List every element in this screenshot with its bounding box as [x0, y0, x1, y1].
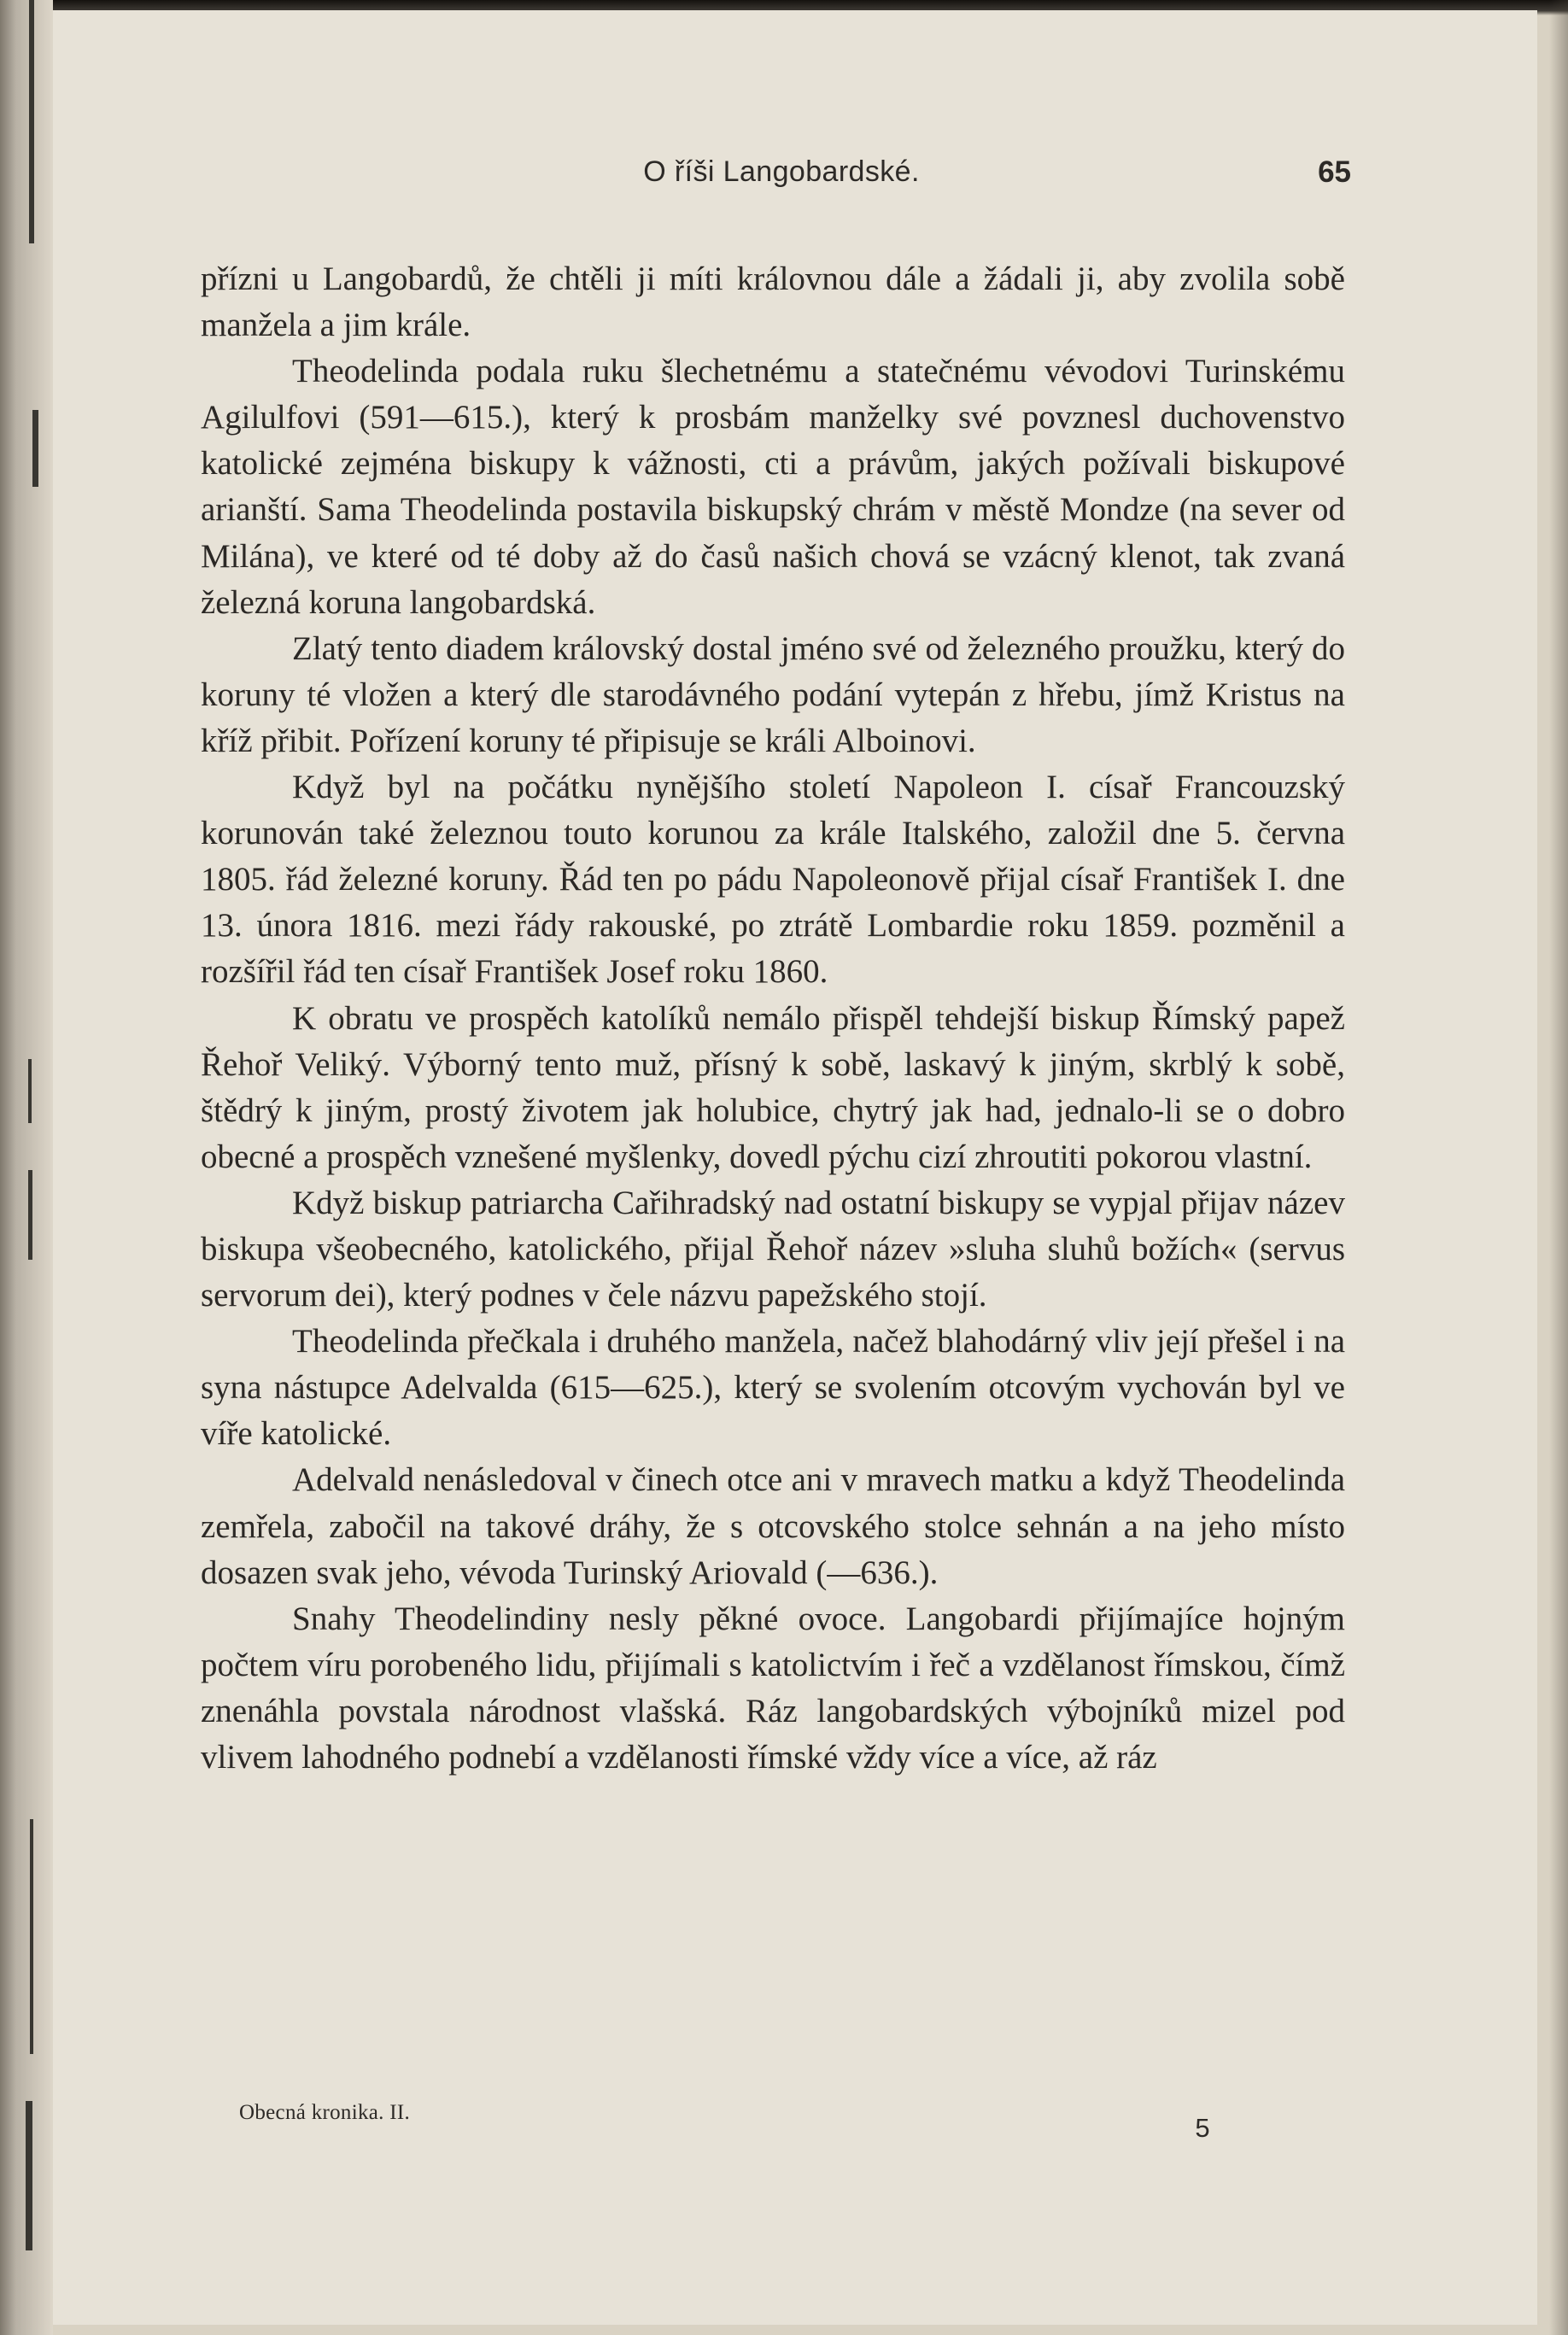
paragraph-continuation: přízni u Langobardů, že chtěli ji míti královnou dále a žádali ji, aby zvolila sobě manžela a jim krále. — [201, 260, 1345, 344]
running-title: O říši Langobardské. — [643, 155, 920, 188]
paragraph-langobard-culture: Snahy Theodelindiny nesly pěkné ovoce. Langobardi přijímajíce hojným počtem víru porobeného lidu, přijímali s katolictvím i řeč a vzdělanost římskou, čímž znenáhla povstala národnost vlašská. Ráz langobardských výbojníků mizel pod vlivem lahodného podnebí a vzdělanosti římské vždy více a více, až ráz — [201, 1600, 1345, 1776]
paragraph-adelvald-deposed: Adelvald nenásledoval v činech otce ani v mravech matku a když Theodelinda zemřela, zabočil na takové dráhy, že s otcovského stolce sehnán a na jeho místo dosazen svak jeho, vévoda Turinský Ariovald (—636.). — [201, 1461, 1345, 1591]
gutter-mark — [30, 1819, 33, 2054]
gutter-mark — [28, 1170, 32, 1260]
gutter-mark — [32, 410, 38, 487]
paragraph-patriarch-title: Když biskup patriarcha Cařihradský nad ostatní biskupy se vypjal přijav název biskupa všeobecného, katolického, přijal Řehoř název »sluha sluhů božích« (servus servorum dei), který podnes v čele názvu papežského stojí. — [201, 1184, 1345, 1314]
page-number: 65 — [1318, 155, 1351, 189]
paragraph-pope-gregory: K obratu ve prospěch katolíků nemálo přispěl tehdejší biskup Římský papež Řehoř Veliký. Výborný tento muž, přísný k sobě, laskavý k jiným, skrblý k sobě, štědrý k jiným, prostý životem jak holubice, chytrý jak had, jednalo-li se o dobro obecné a prospěch vznešené myšlenky, dovedl pýchu cizí zhroutiti pokorou vlastní. — [201, 999, 1345, 1175]
binding-gutter — [0, 0, 53, 2335]
sheet-number: 5 — [1195, 2113, 1210, 2143]
book-page — [53, 10, 1537, 2325]
page-footer — [53, 2101, 1537, 2144]
printer-signature: Obecná kronika. II. — [239, 2101, 411, 2124]
page-edge-shadow — [1549, 0, 1568, 2335]
gutter-mark — [26, 2101, 32, 2250]
paragraph-napoleon-order: Když byl na počátku nynějšího století Napoleon I. císař Francouzský korunován také železnou touto korunou za krále Italského, založil dne 5. června 1805. řád železné koruny. Řád ten po pádu Napoleonově přijal císař František I. dne 13. února 1816. mezi řády rakouské, po ztrátě Lombardie roku 1859. pozměnil a rozšířil řád ten císař František Josef roku 1860. — [201, 769, 1345, 991]
paragraph-adelvald-education: Theodelinda přečkala i druhého manžela, načež blahodárný vliv její přešel i na syna nástupce Adelvalda (615—625.), který se svolením otcovým vychován byl ve víře katolické. — [201, 1323, 1345, 1453]
gutter-mark — [29, 0, 34, 243]
paragraph-golden-diadem: Zlatý tento diadem královský dostal jméno své od železného proužku, který do koruny té vložen a který dle starodávného podání vytepán z hřebu, jímž Kristus na kříž přibit. Pořízení koruny té připisuje se králi Alboinovi. — [201, 629, 1345, 759]
paragraph-theodelinda-agilulf: Theodelinda podala ruku šlechetnému a statečnému vévodovi Turinskému Agilulfovi (591—615.), který k prosbám manželky své povznesl duchovenstvo katolické zejména biskupy k vážnosti, cti a právům, jakých požívali biskupové arianští. Sama Theodelinda postavila biskupský chrám v městě Mondze (na sever od Milána), ve které od té doby až do časů našich chová se vzácný klenot, tak zvaná železná koruna langobardská. — [201, 353, 1345, 621]
body-text — [201, 256, 1345, 1781]
page-header — [53, 155, 1537, 207]
gutter-mark — [28, 1059, 32, 1123]
